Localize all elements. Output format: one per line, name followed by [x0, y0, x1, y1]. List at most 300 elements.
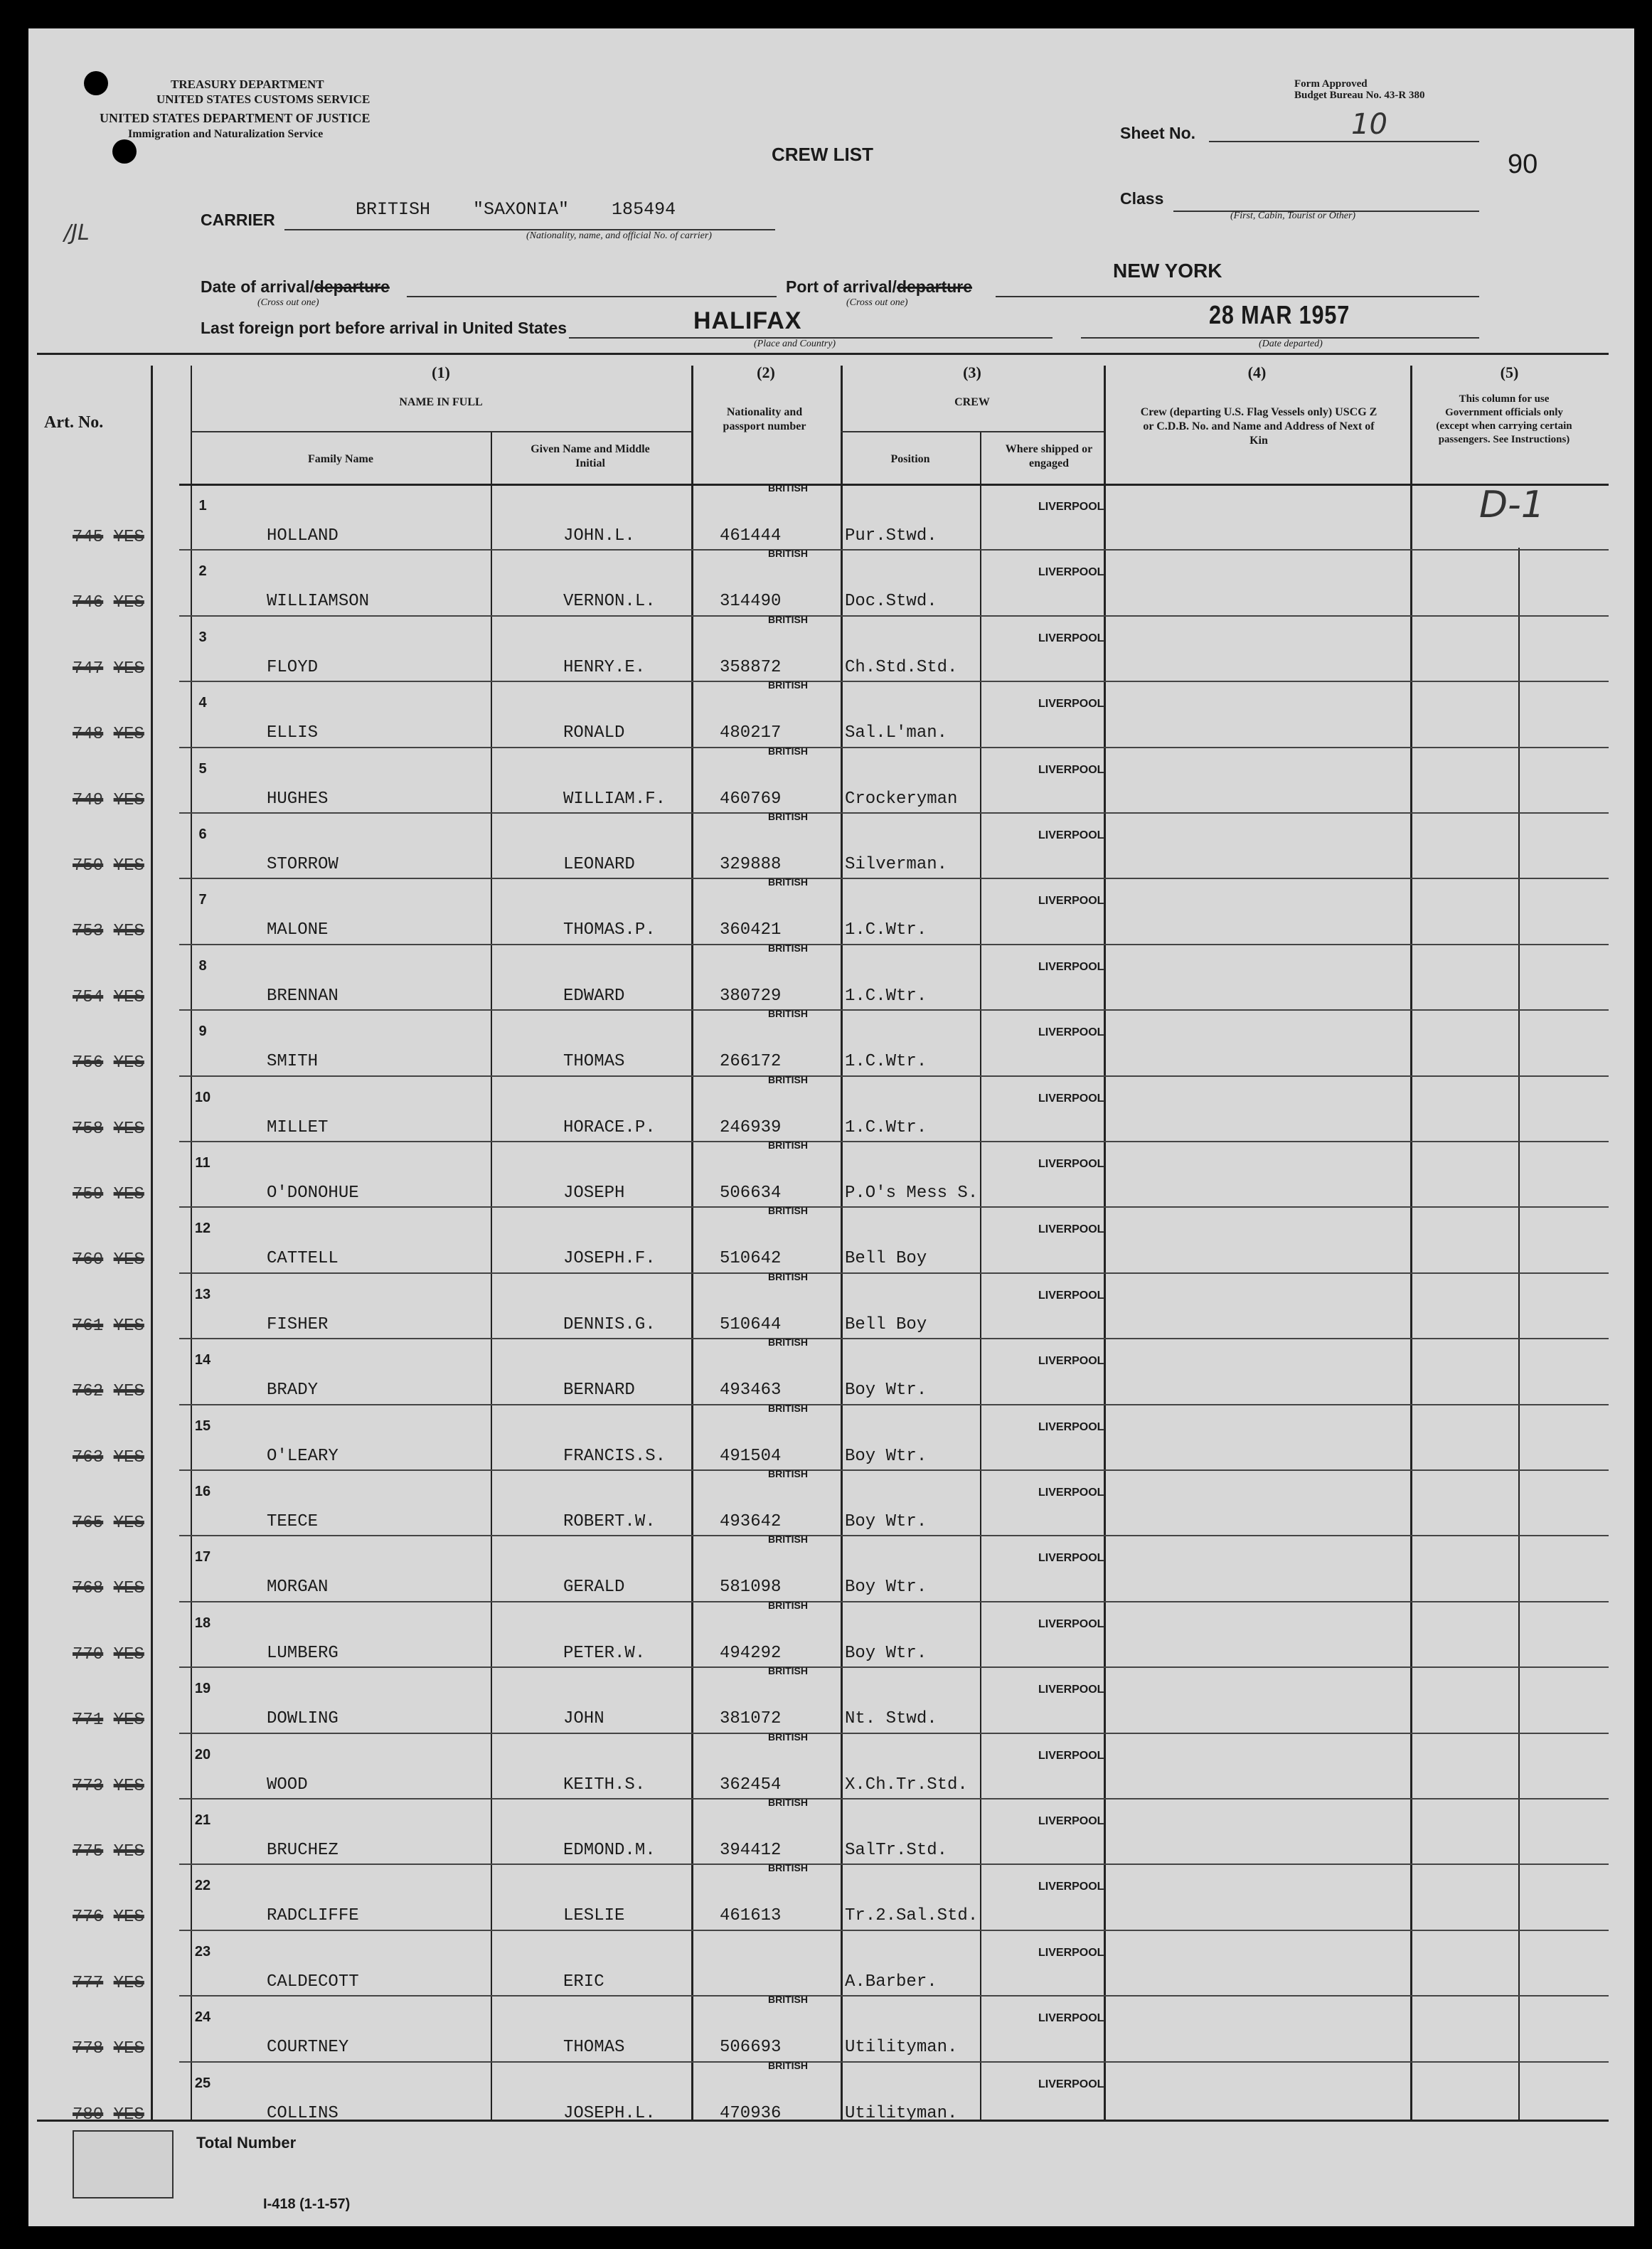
- crew-position: Pur.Stwd.: [845, 526, 937, 546]
- passport-number: 329888: [720, 855, 782, 874]
- row-number: 14: [194, 1352, 211, 1368]
- art-yes-mark: YES: [113, 1053, 144, 1073]
- row-divider: [179, 1798, 1609, 1799]
- art-yes-mark: YES: [113, 1908, 144, 1928]
- row-divider: [179, 1075, 1609, 1077]
- given-name: RONALD: [563, 723, 625, 743]
- row-number: 21: [194, 1812, 211, 1828]
- nationality: BRITISH: [768, 942, 808, 954]
- nationality: BRITISH: [768, 1599, 808, 1611]
- row-divider: [179, 1733, 1609, 1734]
- nationality: BRITISH: [768, 2059, 808, 2071]
- art-yes-mark: YES: [113, 1447, 144, 1467]
- row-number: 8: [198, 957, 207, 974]
- where-shipped: LIVERPOOL: [1038, 698, 1104, 711]
- passport-number: 494292: [720, 1643, 782, 1663]
- crew-position: 1.C.Wtr.: [845, 1117, 927, 1137]
- art-number: [73, 1974, 144, 1993]
- passport-number: 510644: [720, 1314, 782, 1334]
- art-number-value: 753: [73, 922, 104, 942]
- given-name: JOHN.L.: [563, 526, 635, 546]
- passport-number: 506634: [720, 1184, 782, 1203]
- nationality: BRITISH: [768, 1862, 808, 1874]
- row-number: 22: [194, 1878, 211, 1894]
- last-port-value: HALIFAX: [693, 307, 802, 334]
- row-divider: [179, 944, 1609, 945]
- family-name: STORROW: [267, 855, 339, 874]
- art-number: [73, 2105, 144, 2125]
- art-number-value: 778: [73, 2039, 104, 2059]
- where-shipped: LIVERPOOL: [1038, 632, 1104, 644]
- given-name: KEITH.S.: [563, 1775, 646, 1795]
- art-number: [73, 1053, 144, 1073]
- art-number-value: 746: [73, 593, 104, 613]
- art-number: [73, 1185, 144, 1204]
- row-number: 4: [198, 695, 207, 711]
- given-name: ROBERT.W.: [563, 1512, 656, 1531]
- art-yes-mark: YES: [113, 1579, 144, 1599]
- crew-position: Utilityman.: [845, 2103, 958, 2123]
- class-caption: (First, Cabin, Tourist or Other): [1230, 211, 1356, 221]
- crew-position: Doc.Stwd.: [845, 592, 937, 612]
- nationality: BRITISH: [768, 1797, 808, 1808]
- art-number-value: 770: [73, 1644, 104, 1664]
- art-number-value: 765: [73, 1514, 104, 1533]
- family-name: WILLIAMSON: [267, 592, 370, 612]
- col-position: Position: [890, 453, 930, 465]
- crew-position: Boy Wtr.: [845, 1578, 927, 1597]
- passport-number: 394412: [720, 1841, 782, 1860]
- col4-title: Crew (departing U.S. Flag Vessels only) USCG Z or C.D.B. No. and Name and Address of Next of Kin: [1140, 406, 1377, 447]
- family-name: BRADY: [267, 1381, 319, 1400]
- passport-number: 266172: [720, 1052, 782, 1072]
- header-bottom-rule: [179, 484, 1609, 486]
- row-divider: [179, 878, 1609, 879]
- row-number: 20: [194, 1746, 211, 1762]
- row-number: 16: [194, 1484, 211, 1499]
- jl-mark: /JL: [64, 220, 90, 245]
- row-divider: [179, 812, 1609, 814]
- row-divider: [179, 1930, 1609, 1931]
- where-shipped: LIVERPOOL: [1038, 1815, 1104, 1827]
- given-name: BERNARD: [563, 1381, 635, 1400]
- art-number-value: 747: [73, 659, 104, 679]
- row-divider: [179, 1863, 1609, 1865]
- nationality: BRITISH: [768, 482, 808, 494]
- col3-title: CREW: [954, 396, 990, 408]
- punch-hole: [84, 71, 108, 95]
- col4-number: (4): [1247, 363, 1267, 381]
- where-shipped: LIVERPOOL: [1038, 1420, 1104, 1433]
- row-divider: [179, 615, 1609, 617]
- table-top-rule: [37, 353, 1609, 355]
- art-yes-mark: YES: [113, 1973, 144, 1993]
- passport-number: 360421: [720, 920, 782, 940]
- date-departed-value: 28 MAR 1957: [1209, 300, 1350, 329]
- art-yes-mark: YES: [113, 659, 144, 679]
- art-yes-mark: YES: [113, 1514, 144, 1533]
- row-divider: [179, 1272, 1609, 1274]
- row-number: 25: [194, 2075, 211, 2091]
- page-title: CREW LIST: [772, 144, 873, 165]
- crew-position: Boy Wtr.: [845, 1446, 927, 1466]
- art-number-value: 761: [73, 1316, 104, 1336]
- last-port-caption: (Place and Country): [754, 339, 836, 349]
- art-yes-mark: YES: [113, 856, 144, 876]
- given-name: GERALD: [563, 1578, 625, 1597]
- nationality: BRITISH: [768, 679, 808, 691]
- passport-number: 461444: [720, 526, 782, 546]
- family-name: BRUCHEZ: [267, 1841, 339, 1860]
- family-name: WOOD: [267, 1775, 308, 1795]
- row-divider: [179, 1338, 1609, 1339]
- given-name: LEONARD: [563, 855, 635, 874]
- given-name: JOSEPH.F.: [563, 1249, 656, 1269]
- annotation-d1: D-1: [1479, 484, 1545, 526]
- where-shipped: LIVERPOOL: [1038, 1289, 1104, 1302]
- passport-number: 460769: [720, 789, 782, 809]
- art-number-value: 759: [73, 1185, 104, 1204]
- punch-hole: [112, 139, 137, 164]
- given-name: JOSEPH.L.: [563, 2103, 656, 2123]
- date-line: [407, 296, 777, 297]
- given-name: DENNIS.G.: [563, 1314, 656, 1334]
- agency-line: UNITED STATES DEPARTMENT OF JUSTICE: [100, 111, 371, 125]
- family-name: FLOYD: [267, 657, 319, 677]
- passport-number: 493463: [720, 1381, 782, 1400]
- passport-number: 480217: [720, 723, 782, 743]
- art-number: [73, 1842, 144, 1861]
- art-yes-mark: YES: [113, 1842, 144, 1861]
- port-label-arrival: Port of arrival/: [786, 277, 897, 296]
- art-number: [73, 791, 144, 810]
- art-number-value: 749: [73, 790, 104, 810]
- art-number-value: 777: [73, 1973, 104, 1993]
- carrier-caption: (Nationality, name, and official No. of carrier): [526, 230, 712, 241]
- where-shipped: LIVERPOOL: [1038, 566, 1104, 579]
- form-approved: Form Approved: [1294, 78, 1368, 90]
- given-name: THOMAS: [563, 1052, 625, 1072]
- passport-number: 246939: [720, 1117, 782, 1137]
- art-number: [73, 593, 144, 612]
- port-value: NEW YORK: [1113, 260, 1222, 282]
- crew-position: Boy Wtr.: [845, 1512, 927, 1531]
- header-sub-rule: [841, 431, 1104, 432]
- col1-title: NAME IN FULL: [399, 396, 483, 408]
- col-divider: [1410, 366, 1412, 2120]
- nationality: BRITISH: [768, 1468, 808, 1479]
- nationality: BRITISH: [768, 548, 808, 560]
- col-divider: [1518, 548, 1520, 2120]
- col-given-name: Given Name and Middle Initial: [531, 443, 650, 469]
- row-divider: [179, 1141, 1609, 1142]
- art-number-value: 773: [73, 1776, 104, 1796]
- crew-position: Utilityman.: [845, 2038, 958, 2058]
- art-number: [73, 1514, 144, 1533]
- nationality: BRITISH: [768, 1008, 808, 1020]
- family-name: ELLIS: [267, 723, 319, 743]
- art-yes-mark: YES: [113, 2039, 144, 2059]
- nationality: BRITISH: [768, 613, 808, 625]
- art-number: [73, 1645, 144, 1664]
- col-divider: [841, 366, 843, 2120]
- art-number-value: 760: [73, 1250, 104, 1270]
- art-number: [73, 1250, 144, 1270]
- port-caption: (Cross out one): [846, 297, 908, 308]
- family-name: HUGHES: [267, 789, 329, 809]
- passport-number: 470936: [720, 2103, 782, 2123]
- port-label-departure: departure: [896, 277, 973, 296]
- art-yes-mark: YES: [113, 1711, 144, 1730]
- crew-position: SalTr.Std.: [845, 1841, 948, 1860]
- row-number: 11: [195, 1155, 211, 1171]
- nationality: BRITISH: [768, 1205, 808, 1217]
- where-shipped: LIVERPOOL: [1038, 1617, 1104, 1630]
- art-yes-mark: YES: [113, 528, 144, 547]
- row-divider: [179, 1404, 1609, 1405]
- given-name: WILLIAM.F.: [563, 789, 666, 809]
- carrier-value: BRITISH "SAXONIA" 185494: [356, 199, 676, 220]
- where-shipped: LIVERPOOL: [1038, 501, 1104, 513]
- row-divider: [179, 1601, 1609, 1602]
- art-yes-mark: YES: [113, 790, 144, 810]
- crew-position: Bell Boy: [845, 1249, 927, 1269]
- sheet-number: 10: [1351, 108, 1387, 141]
- col-divider: [980, 431, 981, 2120]
- family-name: HOLLAND: [267, 526, 339, 546]
- art-number: [73, 1908, 144, 1927]
- art-number: [73, 988, 144, 1007]
- row-divider: [179, 1206, 1609, 1208]
- date-label-arrival: Date of arrival/: [201, 277, 314, 296]
- col-family-name: Family Name: [308, 453, 373, 465]
- passport-number: 381072: [720, 1709, 782, 1729]
- nationality: BRITISH: [768, 1270, 808, 1282]
- art-number-value: 771: [73, 1711, 104, 1730]
- nationality: BRITISH: [768, 876, 808, 888]
- nationality: BRITISH: [768, 745, 808, 757]
- where-shipped: LIVERPOOL: [1038, 2012, 1104, 2025]
- passport-number: 362454: [720, 1775, 782, 1795]
- crew-position: X.Ch.Tr.Std.: [845, 1775, 968, 1795]
- last-port-label: Last foreign port before arrival in United States: [201, 319, 567, 337]
- crew-position: P.O's Mess S.: [845, 1184, 979, 1203]
- nationality: BRITISH: [768, 1139, 808, 1151]
- family-name: COLLINS: [267, 2103, 339, 2123]
- art-number-value: 780: [73, 2105, 104, 2125]
- art-yes-mark: YES: [113, 1185, 144, 1204]
- crew-position: Tr.2.Sal.Std.: [845, 1906, 979, 1926]
- row-number: 3: [198, 629, 207, 645]
- passport-number: 380729: [720, 986, 782, 1006]
- art-number: [73, 856, 144, 876]
- col5-title: This column for use Government officials only (except when carrying certain passengers. See Instructions): [1436, 393, 1572, 445]
- family-name: TEECE: [267, 1512, 319, 1531]
- passport-number: 314490: [720, 592, 782, 612]
- row-number: 10: [194, 1089, 211, 1105]
- row-number: 7: [198, 892, 207, 908]
- row-number: 5: [198, 760, 207, 777]
- family-name: FISHER: [267, 1314, 329, 1334]
- crew-position: Boy Wtr.: [845, 1381, 927, 1400]
- row-number: 2: [198, 563, 207, 580]
- col2-title: Nationality and passport number: [723, 406, 806, 432]
- art-number-value: 745: [73, 528, 104, 547]
- art-number: [73, 1317, 144, 1336]
- crew-position: Sal.L'man.: [845, 723, 948, 743]
- col1-number: (1): [432, 363, 450, 381]
- crew-position: 1.C.Wtr.: [845, 920, 927, 940]
- where-shipped: LIVERPOOL: [1038, 829, 1104, 841]
- crew-position: 1.C.Wtr.: [845, 986, 927, 1006]
- form-code: I-418 (1-1-57): [263, 2196, 351, 2212]
- passport-number: 491504: [720, 1446, 782, 1466]
- art-number-value: 763: [73, 1447, 104, 1467]
- where-shipped: LIVERPOOL: [1038, 1158, 1104, 1170]
- crew-position: A.Barber.: [845, 1972, 937, 1992]
- given-name: EDMOND.M.: [563, 1841, 656, 1860]
- passport-number: 510642: [720, 1249, 782, 1269]
- passport-number: 358872: [720, 657, 782, 677]
- crew-position: Ch.Std.Std.: [845, 657, 958, 677]
- art-number: [73, 1711, 144, 1730]
- row-number: 13: [194, 1286, 211, 1302]
- row-number: 17: [194, 1549, 211, 1565]
- given-name: JOHN: [563, 1709, 604, 1729]
- art-number: [73, 1579, 144, 1598]
- where-shipped: LIVERPOOL: [1038, 1223, 1104, 1236]
- date-caption: (Cross out one): [257, 297, 319, 308]
- agency-line: TREASURY DEPARTMENT: [171, 78, 324, 91]
- crew-list-form: [28, 28, 1634, 2226]
- art-yes-mark: YES: [113, 2105, 144, 2125]
- nationality: BRITISH: [768, 1730, 808, 1743]
- row-divider: [179, 1995, 1609, 1997]
- row-number: 23: [194, 1943, 211, 1960]
- row-number: 18: [194, 1615, 211, 1631]
- given-name: THOMAS: [563, 2038, 625, 2058]
- given-name: HORACE.P.: [563, 1117, 656, 1137]
- nationality: BRITISH: [768, 1336, 808, 1349]
- art-number: [73, 2039, 144, 2058]
- family-name: LUMBERG: [267, 1643, 339, 1663]
- family-name: O'LEARY: [267, 1446, 339, 1466]
- nationality: BRITISH: [768, 811, 808, 822]
- family-name: MALONE: [267, 920, 329, 940]
- carrier-label: CARRIER: [201, 211, 275, 229]
- col-divider: [151, 366, 153, 2120]
- family-name: BRENNAN: [267, 986, 339, 1006]
- budget-bureau: Budget Bureau No. 43-R 380: [1294, 90, 1425, 101]
- where-shipped: LIVERPOOL: [1038, 960, 1104, 973]
- row-number: 15: [194, 1418, 211, 1434]
- date-label-departure: departure: [314, 277, 390, 296]
- row-number: 1: [198, 498, 207, 514]
- art-yes-mark: YES: [113, 1250, 144, 1270]
- row-divider: [179, 1666, 1609, 1668]
- agency-line: UNITED STATES CUSTOMS SERVICE: [156, 92, 371, 106]
- art-yes-mark: YES: [113, 1644, 144, 1664]
- art-number: [73, 1777, 144, 1796]
- art-number: [73, 922, 144, 941]
- given-name: EDWARD: [563, 986, 625, 1006]
- header-sub-rule: [191, 431, 691, 432]
- row-divider: [179, 1009, 1609, 1011]
- where-shipped: LIVERPOOL: [1038, 1355, 1104, 1368]
- given-name: VERNON.L.: [563, 592, 656, 612]
- col-where-shipped: Where shipped or engaged: [1005, 443, 1093, 469]
- passport-number: 581098: [720, 1578, 782, 1597]
- col-divider: [491, 431, 492, 2120]
- family-name: SMITH: [267, 1052, 319, 1072]
- crew-position: Bell Boy: [845, 1314, 927, 1334]
- art-yes-mark: YES: [113, 1316, 144, 1336]
- given-name: FRANCIS.S.: [563, 1446, 666, 1466]
- given-name: THOMAS.P.: [563, 920, 656, 940]
- art-number: [73, 1120, 144, 1139]
- where-shipped: LIVERPOOL: [1038, 763, 1104, 776]
- passport-number: 461613: [720, 1906, 782, 1926]
- row-number: 12: [194, 1221, 211, 1237]
- col3-number: (3): [963, 363, 981, 381]
- where-shipped: LIVERPOOL: [1038, 1684, 1104, 1696]
- crew-position: Crockeryman: [845, 789, 958, 809]
- given-name: JOSEPH: [563, 1184, 625, 1203]
- given-name: PETER.W.: [563, 1643, 646, 1663]
- given-name: HENRY.E.: [563, 657, 646, 677]
- row-number: 9: [198, 1024, 207, 1040]
- family-name: DOWLING: [267, 1709, 339, 1729]
- crew-position: 1.C.Wtr.: [845, 1052, 927, 1072]
- where-shipped: LIVERPOOL: [1038, 1092, 1104, 1105]
- art-yes-mark: YES: [113, 1119, 144, 1139]
- family-name: RADCLIFFE: [267, 1906, 359, 1926]
- row-divider: [179, 1469, 1609, 1471]
- art-yes-mark: YES: [113, 1382, 144, 1402]
- agency-line: Immigration and Naturalization Service: [128, 128, 324, 140]
- date-departed-caption: (Date departed): [1259, 339, 1323, 349]
- nationality: BRITISH: [768, 1073, 808, 1085]
- row-divider: [179, 549, 1609, 551]
- nationality: BRITISH: [768, 1994, 808, 2006]
- col2-number: (2): [757, 363, 775, 381]
- family-name: CATTELL: [267, 1249, 339, 1269]
- class-label: Class: [1120, 189, 1164, 208]
- crew-position: Nt. Stwd.: [845, 1709, 937, 1729]
- art-yes-mark: YES: [113, 1776, 144, 1796]
- row-number: 19: [194, 1681, 211, 1697]
- art-number-value: 750: [73, 856, 104, 876]
- family-name: COURTNEY: [267, 2038, 349, 2058]
- total-number-label: Total Number: [196, 2134, 297, 2152]
- nationality: BRITISH: [768, 1533, 808, 1546]
- where-shipped: LIVERPOOL: [1038, 1552, 1104, 1565]
- row-divider: [179, 681, 1609, 682]
- family-name: MORGAN: [267, 1578, 329, 1597]
- port-label: [786, 277, 972, 297]
- row-number: 6: [198, 826, 207, 842]
- page-mark: 90: [1508, 149, 1538, 179]
- col-divider: [691, 366, 693, 2120]
- date-label: [201, 277, 390, 297]
- total-box: [73, 2130, 174, 2199]
- where-shipped: LIVERPOOL: [1038, 895, 1104, 908]
- where-shipped: LIVERPOOL: [1038, 1487, 1104, 1499]
- sheet-line: [1209, 141, 1479, 142]
- where-shipped: LIVERPOOL: [1038, 1946, 1104, 1959]
- row-divider: [179, 2061, 1609, 2063]
- where-shipped: LIVERPOOL: [1038, 2078, 1104, 2090]
